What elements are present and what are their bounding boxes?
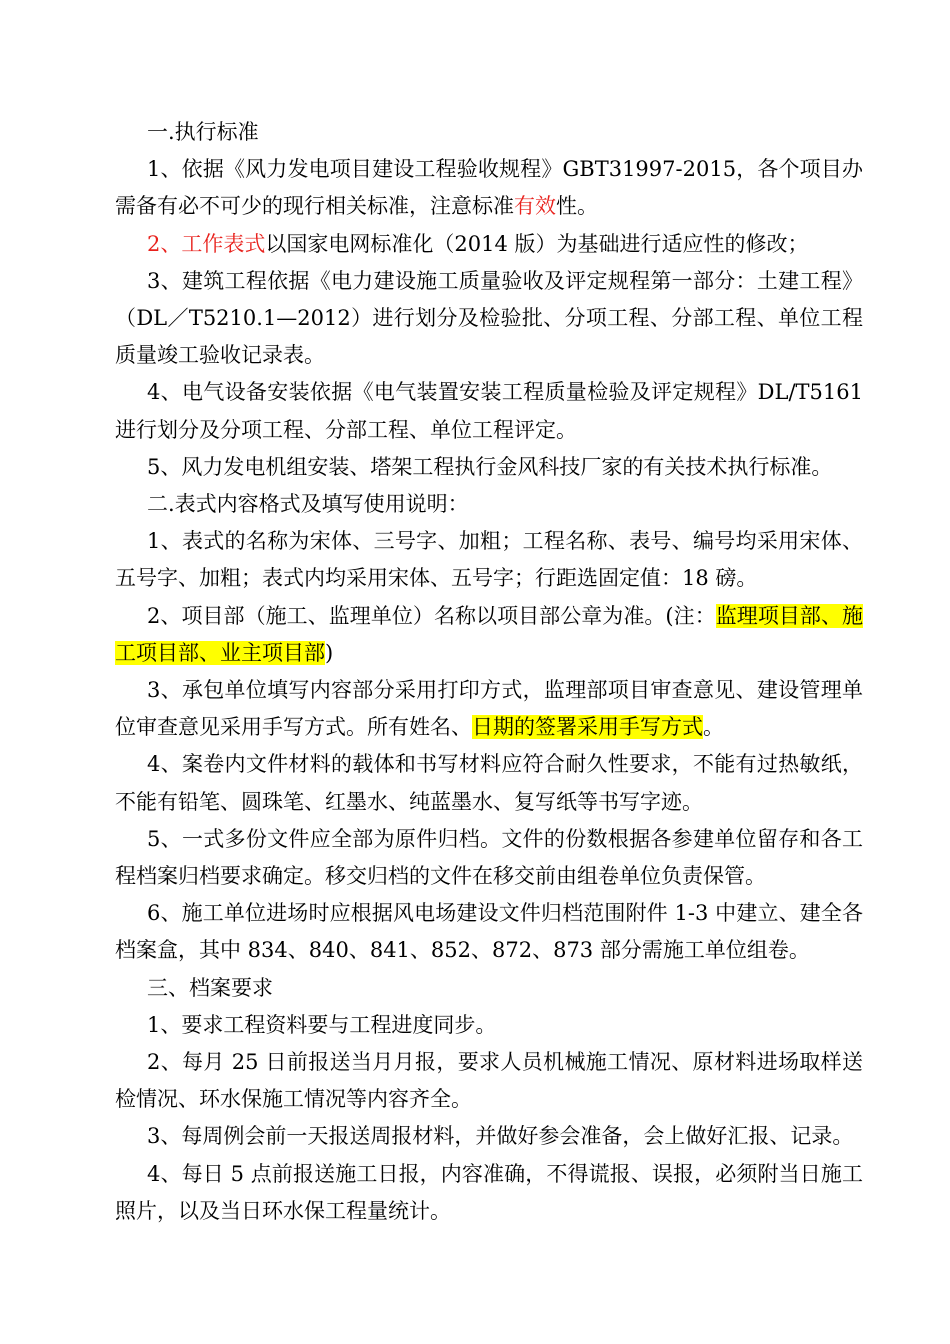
- paragraph: [115, 746, 863, 820]
- paragraph: [115, 374, 863, 448]
- paragraph: [115, 895, 863, 969]
- paragraph-text: 6、施工单位进场时应根据风电场建设文件归档范围附件 1-3 中建立、建全各档案盒，其中 834、840、841、852、872、873 部分需施工单位组卷。: [115, 901, 863, 963]
- paragraph-text: 1、表式的名称为宋体、三号字、加粗；工程名称、表号、编号均采用宋体、五号字、加粗；表式内均采用宋体、五号字；行距选固定值：18 磅。: [115, 529, 863, 591]
- paragraph-text: 4、案卷内文件材料的载体和书写材料应符合耐久性要求，不能有过热敏纸，不能有铅笔、圆珠笔、红墨水、纯蓝墨水、复写纸等书写字迹。: [115, 752, 863, 814]
- paragraph: [115, 1007, 863, 1044]
- section-heading: [115, 114, 863, 151]
- paragraph: [115, 151, 863, 225]
- paragraph-text: 1、要求工程资料要与工程进度同步。: [147, 1012, 497, 1037]
- section-heading: [115, 486, 863, 523]
- heading-text: 二.表式内容格式及填写使用说明：: [147, 492, 469, 517]
- highlighted-text: 日期的签署采用手写方式: [472, 715, 703, 740]
- paragraph-text: 3、每周例会前一天报送周报材料，并做好参会准备，会上做好汇报、记录。: [147, 1124, 854, 1149]
- paragraph: [115, 1118, 863, 1155]
- paragraph-text: 以国家电网标准化（2014 版）为基础进行适应性的修改；: [265, 231, 809, 256]
- paragraph: [115, 449, 863, 486]
- paragraph: [115, 1044, 863, 1118]
- document-body: [115, 114, 863, 1230]
- paragraph-text: 5、一式多份文件应全部为原件归档。文件的份数根据各参建单位留存和各工程档案归档要求确定。移交归档的文件在移交前由组卷单位负责保管。: [115, 826, 863, 889]
- highlighted-text: 监理项目部、施工项目部、业主项目部: [115, 603, 864, 665]
- paragraph-text: 1、依据《风力发电项目建设工程验收规程》GBT31997-2015，各个项目办需备有必不可少的现行相关标准，注意标准: [115, 157, 863, 219]
- paragraph: [115, 672, 863, 746]
- paragraph-text: 4、每日 5 点前报送施工日报，内容准确，不得谎报、误报，必须附当日施工照片，以及当日环水保工程量统计。: [115, 1161, 863, 1223]
- heading-text: 三、档案要求: [147, 975, 273, 1000]
- red-emphasis-text: 2、工作表式: [147, 231, 266, 256]
- paragraph: [115, 1156, 863, 1230]
- paragraph: [115, 523, 863, 597]
- paragraph: [115, 598, 863, 672]
- paragraph: [115, 263, 863, 375]
- paragraph-text: ): [325, 640, 334, 665]
- paragraph-text: 2、每月 25 日前报送当月月报，要求人员机械施工情况、原材料进场取样送检情况、环水保施工情况等内容齐全。: [115, 1050, 863, 1112]
- paragraph-text: 4、电气设备安装依据《电气装置安装工程质量检验及评定规程》DL/T5161 进行划分及分项工程、分部工程、单位工程评定。: [115, 380, 863, 442]
- paragraph-text: 5、风力发电机组安装、塔架工程执行金风科技厂家的有关技术执行标准。: [147, 454, 833, 479]
- red-emphasis-text: 有效: [514, 194, 556, 219]
- paragraph-text: 性。: [556, 194, 598, 219]
- paragraph: [115, 226, 863, 263]
- paragraph: [115, 821, 863, 895]
- paragraph-text: 3、建筑工程依据《电力建设施工质量验收及评定规程第一部分：土建工程》（DL／T5210.1—2012）进行划分及检验批、分项工程、分部工程、单位工程质量竣工验收记录表。: [115, 268, 863, 368]
- paragraph-text: 2、项目部（施工、监理单位）名称以项目部公章为准。(注：: [147, 603, 716, 628]
- heading-text: 一.执行标准: [147, 120, 259, 144]
- section-heading: [115, 970, 863, 1007]
- paragraph-text: 。: [703, 715, 724, 740]
- paragraph-text: 3、承包单位填写内容部分采用打印方式，监理部项目审查意见、建设管理单位审查意见采用手写方式。所有姓名、: [115, 678, 863, 740]
